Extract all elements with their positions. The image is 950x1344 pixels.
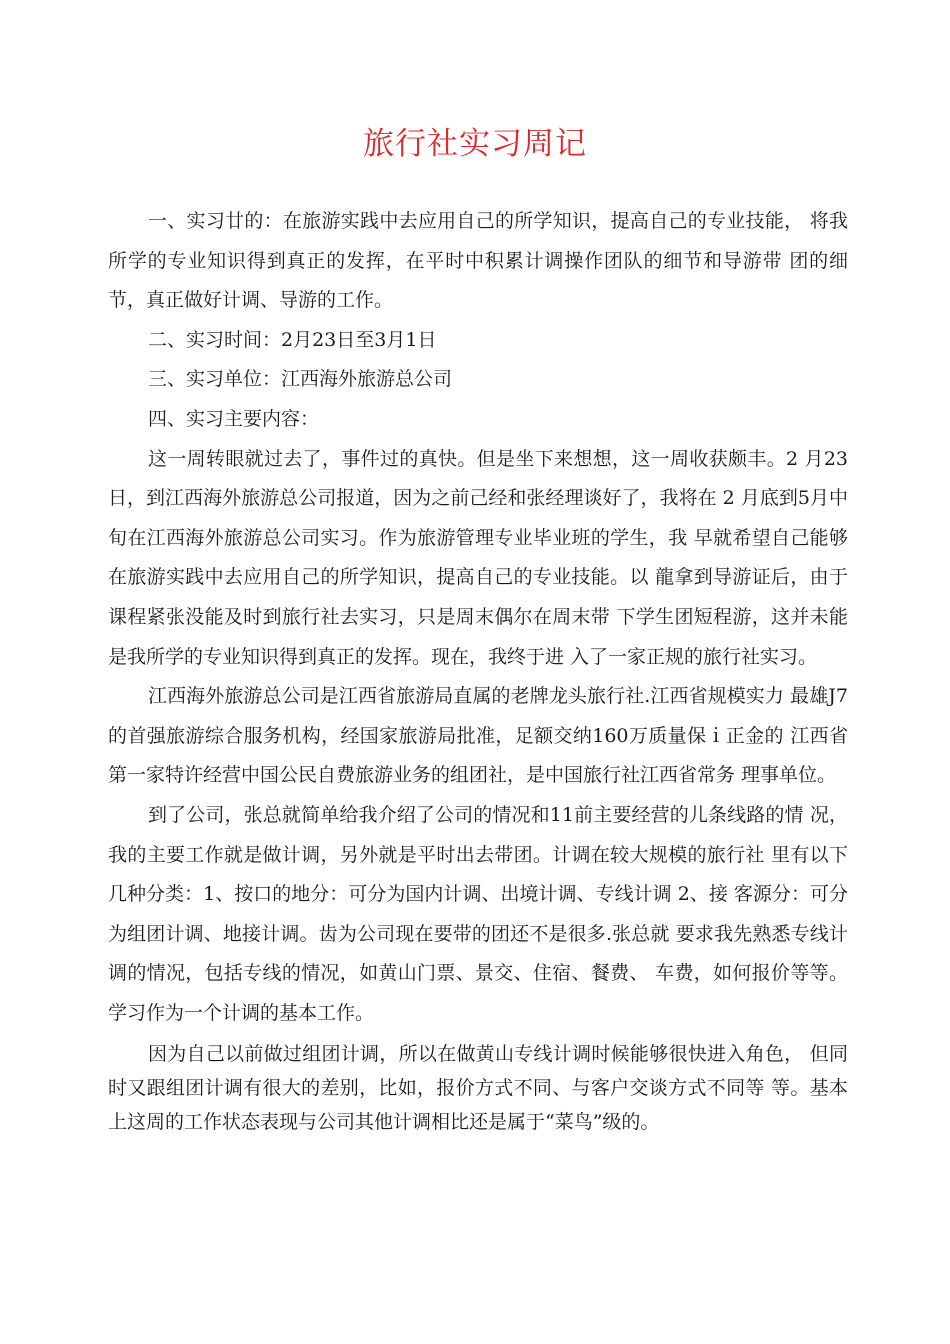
paragraph-purpose: 一、实习廿的：在旅游实践中去应用自己的所学知识，提高自己的专业技能， 将我所学的专业知识得到真正的发挥，在平时中积累计调操作团队的细节和导游带 团的细节，真正做好计调、导游的工作。 (108, 210, 848, 312)
paragraph-reflection: 因为自己以前做过组团计调，所以在做黄山专线计调时候能够很快进入角色， 但同时又跟组团计调有很大的差别，比如，报价方式不同、与客户交谈方式不同等 等。基本上这周的工作状态表现与公司其他计调相比还是属于“菜鸟”级的。 (108, 1043, 848, 1134)
paragraph-content-heading: 四、实习主要内容： (148, 407, 320, 430)
document-body (108, 202, 848, 1139)
paragraph-week-summary: 这一周转眼就过去了，事件过的真快。但是坐下来想想，这一周收获颇丰。2 月23日，到江西海外旅游总公司报道，因为之前己经和张经理谈好了，我将在 2 月底到5月中旬在江西海外旅游总公司实习。作为旅游管理专业毕业班的学生，我 早就希望自己能够在旅游实践中去应用自己的所学知识，提高自己的专业技能。以 龍拿到导游证后，由于课程紧张没能及时到旅行社去实习，只是周末偶尔在周末带 下学生团短程游，这并未能是我所学的专业知识得到真正的发挥。现在，我终于进 入了一家正规的旅行社实习。 (108, 447, 848, 668)
paragraph-unit: 三、实习单位：江西海外旅游总公司 (148, 368, 453, 391)
paragraph-company-intro: 江西海外旅游总公司是江西省旅游局直属的老牌龙头旅行社.江西省规模实力 最雄J7的首强旅游综合服务机构，经国家旅游局批准，足额交纳160万质量保ｉ正金的 江西省第一家特许经营中国公民自费旅游业务的组团社，是中国旅行社江西省常务 理事单位。 (108, 685, 848, 787)
paragraph-time: 二、实习时间：2月23日至3月1日 (148, 328, 437, 351)
document-title: 旅行社实习周记 (363, 126, 587, 162)
paragraph-work-intro: 到了公司，张总就简单给我介绍了公司的情况和11前主要经营的儿条线路的情 况，我的主要工作就是做计调，另外就是平时出去带团。计调在较大规模的旅行社 里有以下几种分类：1、按口的地分：可分为国内计调、出境计调、专线计调 2、接 客源分：可分为组团计调、地接计调。齿为公司现在要带的团还不是很多.张总就 要求我先熟悉专线计调的情况，包括专线的情况，如黄山门票、景交、住宿、餐费、 车费，如何报价等等。学习作为一个计调的基本工作。 (108, 803, 848, 1024)
